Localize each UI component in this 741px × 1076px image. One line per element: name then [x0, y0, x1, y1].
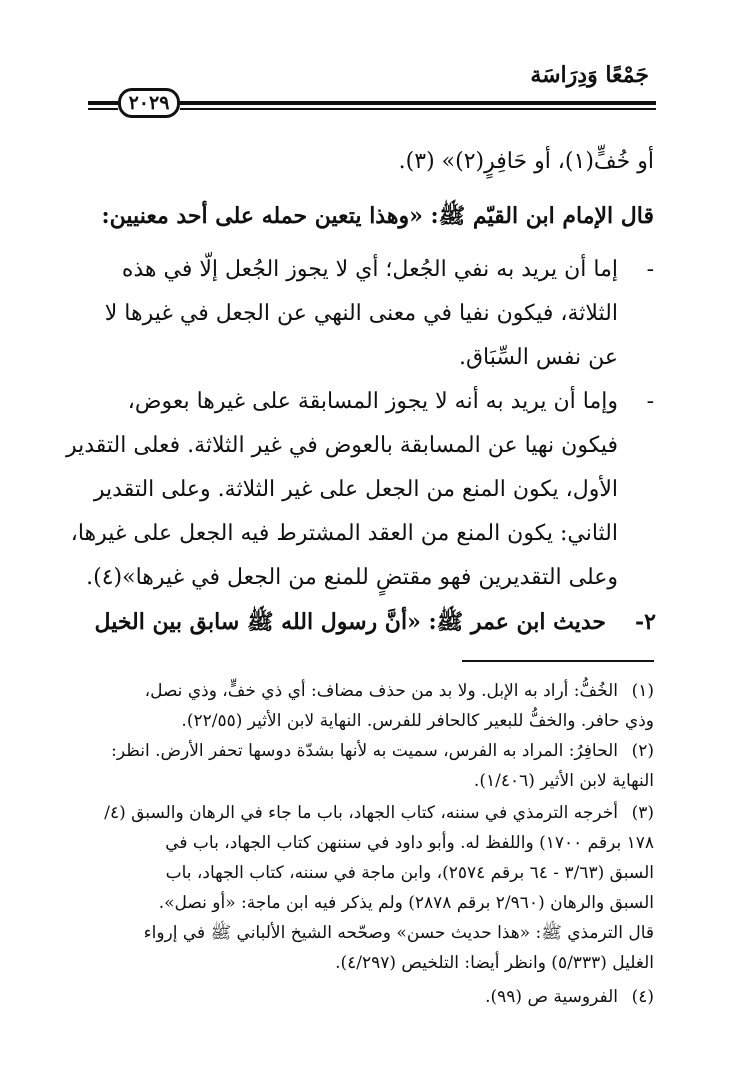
- text-line: أو خُفٍّ(١)، أو حَافِرٍ(٢)» (٣).: [398, 149, 654, 174]
- footnote-line: السبق (٣/٦٣ - ٦٤ برقم ٢٥٧٤)، وابن ماجة في سننه، كتاب الجهاد، باب: [165, 863, 654, 883]
- list-item-line: وعلى التقديرين فهو مقتضٍ للمنع من الجعل في غيرها»(٤).: [86, 565, 618, 590]
- footnote-line: قال الترمذي ﷺ: «هذا حديث حسن» وصحّحه الشيخ الألباني ﷺ في إرواء: [143, 923, 654, 943]
- list-item-line: حديث ابن عمر ﷺ: «أنَّ رسول الله ﷺ سابق بين الخيل: [94, 609, 606, 635]
- list-item-line: وإما أن يريد به أنه لا يجوز المسابقة على غيرها بعوض،: [127, 389, 618, 414]
- footnote-line: السبق والرهان (٢/٩٦٠ برقم ٢٨٧٨) ولم يذكر فيه ابن ماجة: «أو نصل».: [158, 893, 654, 913]
- list-item-line: الأول، يكون المنع من الجعل على غير الثلاثة. وعلى التقدير: [93, 477, 618, 502]
- footnote-number: (٣): [631, 803, 654, 823]
- footnote-line: الفروسية ص (٩٩).: [485, 987, 618, 1007]
- footnote-line: النهاية لابن الأثير (١/٤٠٦).: [473, 771, 654, 791]
- footnote-number: (٢): [631, 741, 654, 761]
- list-number: ٢-: [635, 609, 656, 635]
- footnote-line: أخرجه الترمذي في سننه، كتاب الجهاد، باب ما جاء في الرهان والسبق (٤/: [104, 803, 618, 823]
- list-item-line: عن نفس السِّبَاق.: [458, 345, 618, 370]
- footnote-number: (١): [631, 681, 654, 701]
- footnote-line: الخُفُّ: أراد به الإبل. ولا بد من حذف مضاف: أي ذي خفٍّ، وذي نصل،: [144, 681, 618, 701]
- list-item-line: الثلاثة، فيكون نفيا في معنى النهي عن الجعل في غيرها لا: [104, 301, 618, 326]
- footnote-separator: [462, 660, 654, 662]
- footnote-line: الغليل (٥/٣٣٣) وانظر أيضا: التلخيص (٤/٢٩٧).: [335, 953, 654, 973]
- list-item-line: إما أن يريد به نفي الجُعل؛ أي لا يجوز الجُعل إلّا في هذه: [121, 257, 618, 282]
- header-rule-right-thin: [180, 108, 656, 110]
- footnote-line: ١٧٨ برقم ١٧٠٠) واللفظ له. وأبو داود في سننهن كتاب الجهاد، باب في: [165, 833, 654, 853]
- list-item-line: فيكون نهيا عن المسابقة بالعوض في غير الثلاثة. فعلى التقدير: [65, 433, 618, 458]
- main-text: [65, 140, 656, 640]
- running-title: جَمْعًا وَدِرَاسَة: [530, 62, 649, 88]
- footnote-number: (٤): [631, 987, 654, 1007]
- footnote-line: وذي حافر. والخفُّ للبعير كالحافر للفرس. النهاية لابن الأثير (٢٢/٥٥).: [181, 711, 654, 731]
- header-rule-left-thin: [88, 108, 118, 110]
- list-dash: -: [646, 389, 654, 414]
- footnote-line: الحافِرُ: المراد به الفرس، سميت به لأنها بشدّة دوسها تحفر الأرض. انظر:: [111, 741, 618, 761]
- page-number: ٢٠٢٩: [118, 88, 180, 118]
- footnotes: [88, 676, 654, 1056]
- header-rule-left: [88, 101, 118, 105]
- list-item-line: الثاني: يكون المنع من العقد المشترط فيه الجعل على غيرها،: [70, 521, 618, 546]
- list-dash: -: [646, 257, 654, 282]
- text-line: قال الإمام ابن القيّم ﷺ: «وهذا يتعين حمله على أحد معنيين:: [101, 203, 654, 229]
- header-rule-right: [180, 101, 656, 105]
